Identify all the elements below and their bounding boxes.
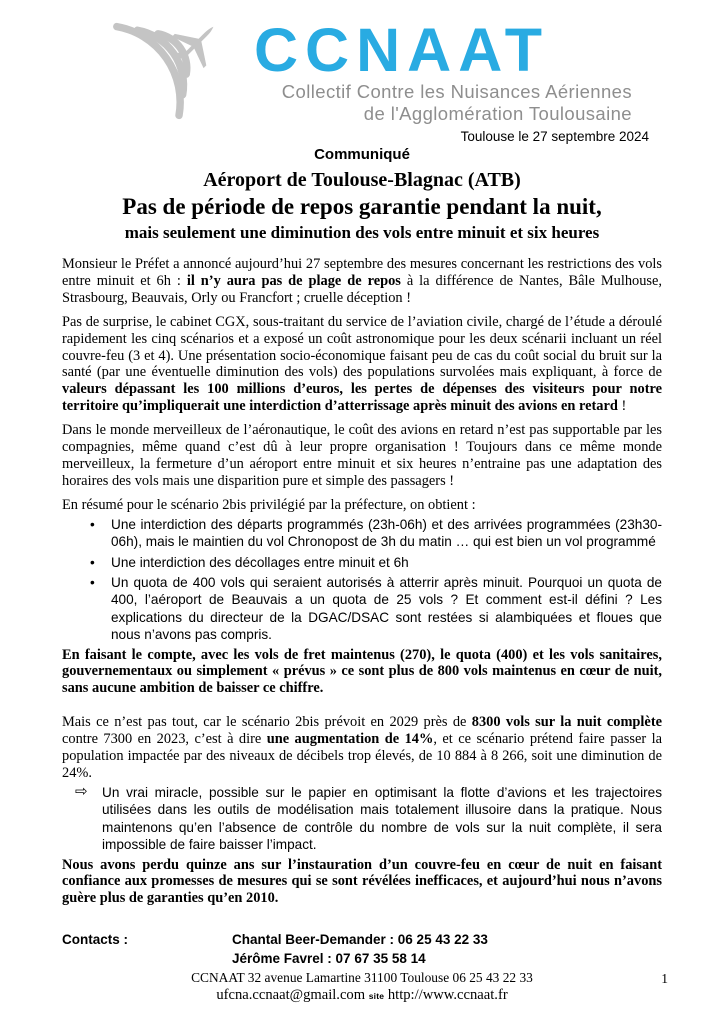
arrow-note	[62, 784, 662, 854]
bullet-marker-icon: •	[90, 516, 95, 532]
bullet-text: Une interdiction des décollages entre minuit et 6h	[111, 554, 409, 570]
bold-text-run: 8300 vols sur la nuit complète	[471, 714, 662, 731]
page-footer	[62, 969, 668, 1019]
bullet-item-takeoff-ban	[62, 554, 662, 571]
bold-text-run: Nous avons perdu quinze ans sur l’instauration d’un couvre-feu en cœur de nuit en faisant confiance aux promesses de mesures qui se sont révélées inefficaces, et aujourd’hui nous n’avons guère plus de garanties qu’en 2010.	[62, 856, 662, 907]
contacts-lines	[232, 930, 488, 968]
text-run: Dans le monde merveilleux de l’aéronautique, le coût des avions en retard n’est pas supportable par les compagnies, même quand c’est dû à leur propre organisation ! Toujours dans ce même monde merveilleux, la fermeture d’un aéroport entre minuit et six heures n’entraine pas une adaptation des horaires des vols mais une disparition pure et simple des passagers !	[62, 422, 662, 489]
brand-block	[254, 16, 632, 125]
page-number: 1	[661, 970, 668, 986]
paragraph-wonderful-world	[62, 422, 662, 490]
bullet-text: Une interdiction des départs programmés (23h-06h) et des arrivées programmées (23h30-06h), mais le maintien du vol Chronopost de 3h du matin … qui est bien un vol programmé	[111, 516, 662, 550]
brand-subtitle-line1: Collectif Contre les Nuisances Aériennes	[281, 81, 632, 103]
contact-line-chantal: Chantal Beer-Demander : 06 25 43 22 33	[232, 932, 488, 948]
logo-art	[66, 20, 234, 122]
headline-line3: mais seulement une diminution des vols entre minuit et six heures	[124, 223, 600, 242]
contacts-label: Contacts :	[62, 932, 129, 948]
sound-waves-icon	[117, 27, 187, 116]
text-run: Pas de surprise, le cabinet CGX, sous-traitant du service de l’aviation civile, chargé de l’étude a déroulé rapidement les cinq scénarios et a exposé un coût astronomique pour les deux scénarii incluant un réel couvre-feu (3 et 4). Une présentation socio-économique faisant peu de cas du coût social du bruit sur la santé (par une éventuelle diminution des vols) des populations survolées mais expliquant, à force de	[62, 313, 662, 381]
kicker: Communiqué	[314, 146, 410, 163]
bullet-marker-icon: •	[90, 554, 95, 570]
brand-subtitle-line2: de l'Agglomération Toulousaine	[363, 103, 632, 125]
bullet-marker-icon: •	[90, 574, 95, 590]
arrow-note-text: Un vrai miracle, possible sur le papier en optimisant la flotte d’avions et les trajectoires utilisées dans les outils de modélisation mais totalement illusoire dans la pratique. Nous maintenons qu’en l’absence de contrôle du nombre de vols sur la nuit complète, il sera impossible de faire baisser l’impact.	[102, 784, 662, 853]
paragraph-cgx-study	[62, 314, 662, 415]
paragraph-conclusion	[62, 857, 662, 908]
headline-line1: Aéroport de Toulouse-Blagnac (ATB)	[203, 169, 521, 191]
bold-text-run: une augmentation de 14%	[266, 731, 434, 748]
footer-url: http://www.ccnaat.fr	[387, 986, 508, 1003]
footer-site-label: site	[368, 990, 385, 1001]
right-arrow-icon: ⇨	[75, 782, 88, 800]
text-run: à la différence de Nantes, Bâle Mulhouse, Strasbourg, Beauvais, Orly ou Francfort ; cruelle déception !	[62, 272, 662, 306]
bold-text-run: En faisant le compte, avec les vols de fret maintenus (270), le quota (400) et les vols sanitaires, gouvernementaux ou simplement « prévus » ce sont plus de 800 vols maintenus en cœur de nuit, sans aucune ambition de baisser ce chiffre.	[62, 646, 662, 697]
brand-acronym: CCNAAT	[254, 16, 549, 84]
scenario-list-intro: En résumé pour le scénario 2bis privilégié par la préfecture, on obtient :	[62, 496, 476, 513]
paragraph-total-count	[62, 647, 662, 698]
letterhead	[62, 16, 662, 125]
bullet-text: Un quota de 400 vols qui seraient autorisés à atterrir après minuit. Pourquoi un quota de 400, l’aéroport de Beauvais a un quota de 25 vols ? Et comment est-il défini ? Les explications du directeur de la DGAC/DSAC sont restées si alambiquées et floues que nous n’avons pas compris.	[111, 574, 662, 643]
footer-links-line	[62, 986, 662, 1005]
text-run: !	[617, 398, 627, 415]
footer-address: CCNAAT 32 avenue Lamartine 31100 Toulouse 06 25 43 22 33	[191, 969, 533, 985]
bold-text-run: valeurs dépassant les 100 millions d’euros, les pertes de dépenses des visiteurs pour notre territoire qu’impliquerait une interdiction d’atterrissage après minuit des avions en retard	[62, 381, 662, 415]
headline-line2: Pas de période de repos garantie pendant la nuit,	[122, 194, 602, 219]
paragraph-prefect-announcement	[62, 256, 662, 307]
dateline: Toulouse le 27 septembre 2024	[460, 129, 649, 144]
document-body	[62, 256, 662, 914]
bullet-item-flight-ban	[62, 516, 662, 551]
contact-line-jerome: Jérôme Favrel : 07 67 35 58 14	[232, 951, 426, 967]
bullet-item-quota	[62, 574, 662, 644]
text-run: contre 7300 en 2023, c’est à dire	[62, 731, 267, 748]
bold-text-run: il n’y aura pas de plage de repos	[186, 272, 401, 289]
footer-email: ufcna.ccnaat@gmail.com	[216, 986, 366, 1003]
text-run: , et ce scénario prétend faire passer la population impactée par des niveaux de décibels trop élevés, de 10 884 à 8 266, soit une diminution de 24%.	[62, 731, 662, 781]
paragraph-scenario-2029	[62, 714, 662, 782]
text-run: Mais ce n’est pas tout, car le scénario 2bis prévoit en 2029 près de	[62, 714, 472, 731]
text-run: Monsieur le Préfet a annoncé aujourd’hui 27 septembre des mesures concernant les restrictions des vols entre minuit et 6h :	[62, 256, 662, 289]
contacts-block	[62, 930, 662, 968]
